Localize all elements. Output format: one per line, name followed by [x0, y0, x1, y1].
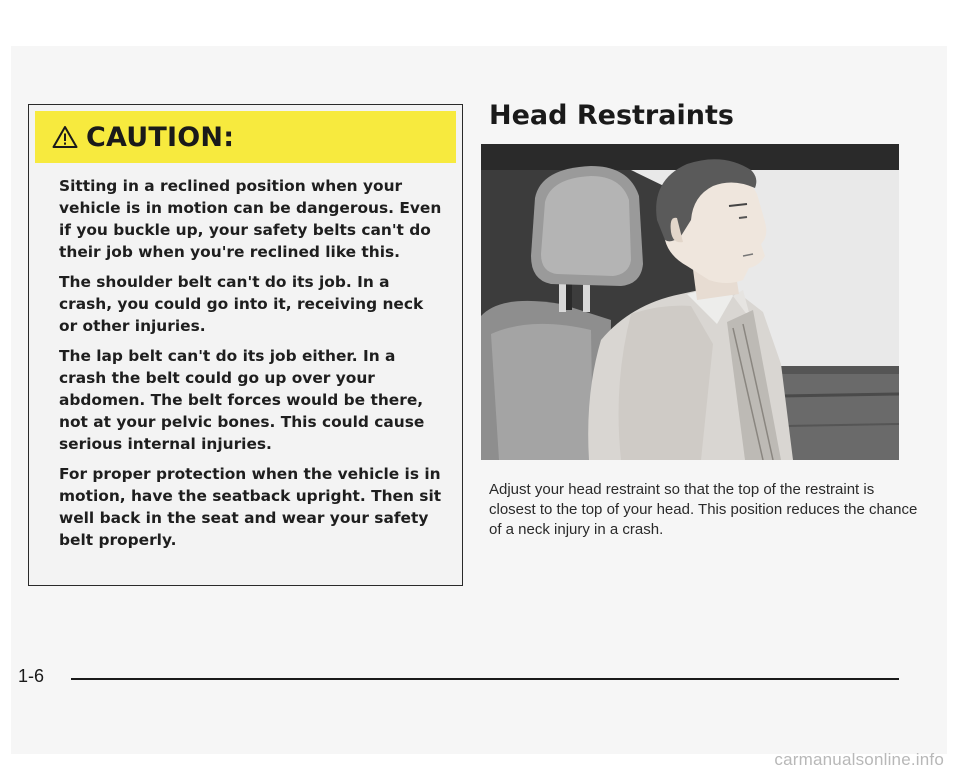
caution-header — [35, 111, 456, 163]
illustration-caption: Adjust your head restraint so that the top of the restraint is closest to the top of your head. This position reduces the chance of a neck injury in a crash. — [489, 481, 918, 538]
footer-rule — [71, 678, 899, 680]
caution-paragraph: The shoulder belt can't do its job. In a crash, you could go into it, receiving neck or other injuries. — [59, 273, 424, 335]
caution-body — [59, 175, 442, 559]
caution-paragraph: For proper protection when the vehicle is in motion, have the seatback upright. Then sit well back in the seat and wear your safety belt properly. — [59, 465, 442, 549]
caution-paragraph: Sitting in a reclined position when your vehicle is in motion can be dangerous. Even if you buckle up, your safety belts can't do their job when you're reclined like this. — [59, 177, 442, 261]
caution-title: CAUTION: — [86, 121, 235, 153]
caution-box — [28, 104, 463, 586]
watermark-text: carmanualsonline.info — [774, 750, 944, 769]
section-title: Head Restraints — [489, 100, 734, 131]
warning-triangle-icon — [52, 125, 78, 149]
caution-paragraph: The lap belt can't do its job either. In a crash the belt could go up over your abdomen. The belt forces would be there, not at your pelvic bones. This could cause serious internal injuries. — [59, 347, 425, 453]
page-number: 1-6 — [18, 666, 45, 686]
manual-page — [11, 46, 947, 754]
head-restraint-illustration — [481, 144, 899, 460]
